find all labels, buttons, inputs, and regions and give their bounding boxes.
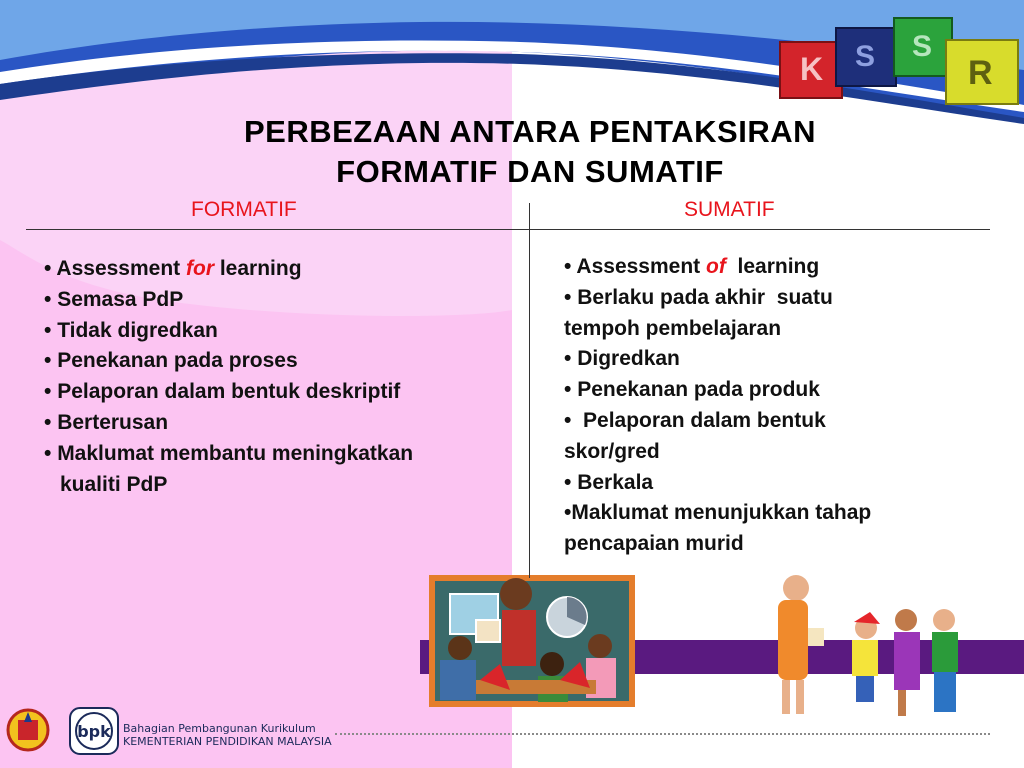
list-item-continuation: pencapaian murid [564, 532, 744, 556]
list-item: • Berlaku pada akhir suatu [564, 285, 833, 309]
list-item: • Maklumat membantu meningkatkan [44, 441, 414, 465]
classroom-illustration [432, 578, 632, 704]
list-item: • Pelaporan dalam bentuk [564, 408, 826, 432]
list-item: • Semasa PdP [44, 287, 184, 311]
list-item-continuation: tempoh pembelajaran [564, 316, 782, 340]
list-item: • Pelaporan dalam bentuk deskriptif [44, 380, 401, 404]
formatif-list [44, 254, 514, 500]
sumatif-heading: SUMATIF [684, 198, 775, 221]
footer-line-2: KEMENTERIAN PENDIDIKAN MALAYSIA [123, 735, 332, 748]
svg-text:K: K [800, 51, 824, 87]
formatif-heading: FORMATIF [191, 198, 297, 221]
sumatif-list [564, 252, 954, 560]
list-item: •Maklumat menunjukkan tahap [564, 501, 872, 525]
footer-line-1: Bahagian Pembangunan Kurikulum [123, 722, 316, 735]
footer-organisation [123, 722, 332, 748]
bpk-logo-label: bpk [77, 722, 111, 741]
list-item: • Assessment for learning [44, 257, 302, 280]
list-item-continuation: skor/gred [564, 439, 660, 463]
list-item: • Digredkan [564, 347, 680, 371]
bpk-logo-text [70, 708, 118, 754]
list-item: • Berterusan [44, 410, 169, 434]
svg-text:S: S [855, 40, 876, 73]
title-line-2: FORMATIF DAN SUMATIF [336, 154, 724, 189]
list-item: • Tidak digredkan [44, 318, 218, 342]
list-item: • Penekanan pada produk [564, 378, 820, 402]
list-item: • Penekanan pada proses [44, 349, 298, 373]
list-item: • Assessment of learning [564, 255, 820, 278]
list-item: • Berkala [564, 470, 654, 494]
footer-dotted-line [335, 733, 990, 735]
svg-text:S: S [912, 30, 933, 63]
title-line-1: PERBEZAAN ANTARA PENTAKSIRAN [244, 114, 816, 149]
column-divider [529, 203, 530, 578]
list-item-continuation: kualiti PdP [60, 472, 168, 496]
svg-text:R: R [968, 54, 993, 92]
slide-title [150, 112, 910, 192]
header-divider [26, 229, 990, 230]
malaysia-crest-icon [8, 710, 48, 750]
